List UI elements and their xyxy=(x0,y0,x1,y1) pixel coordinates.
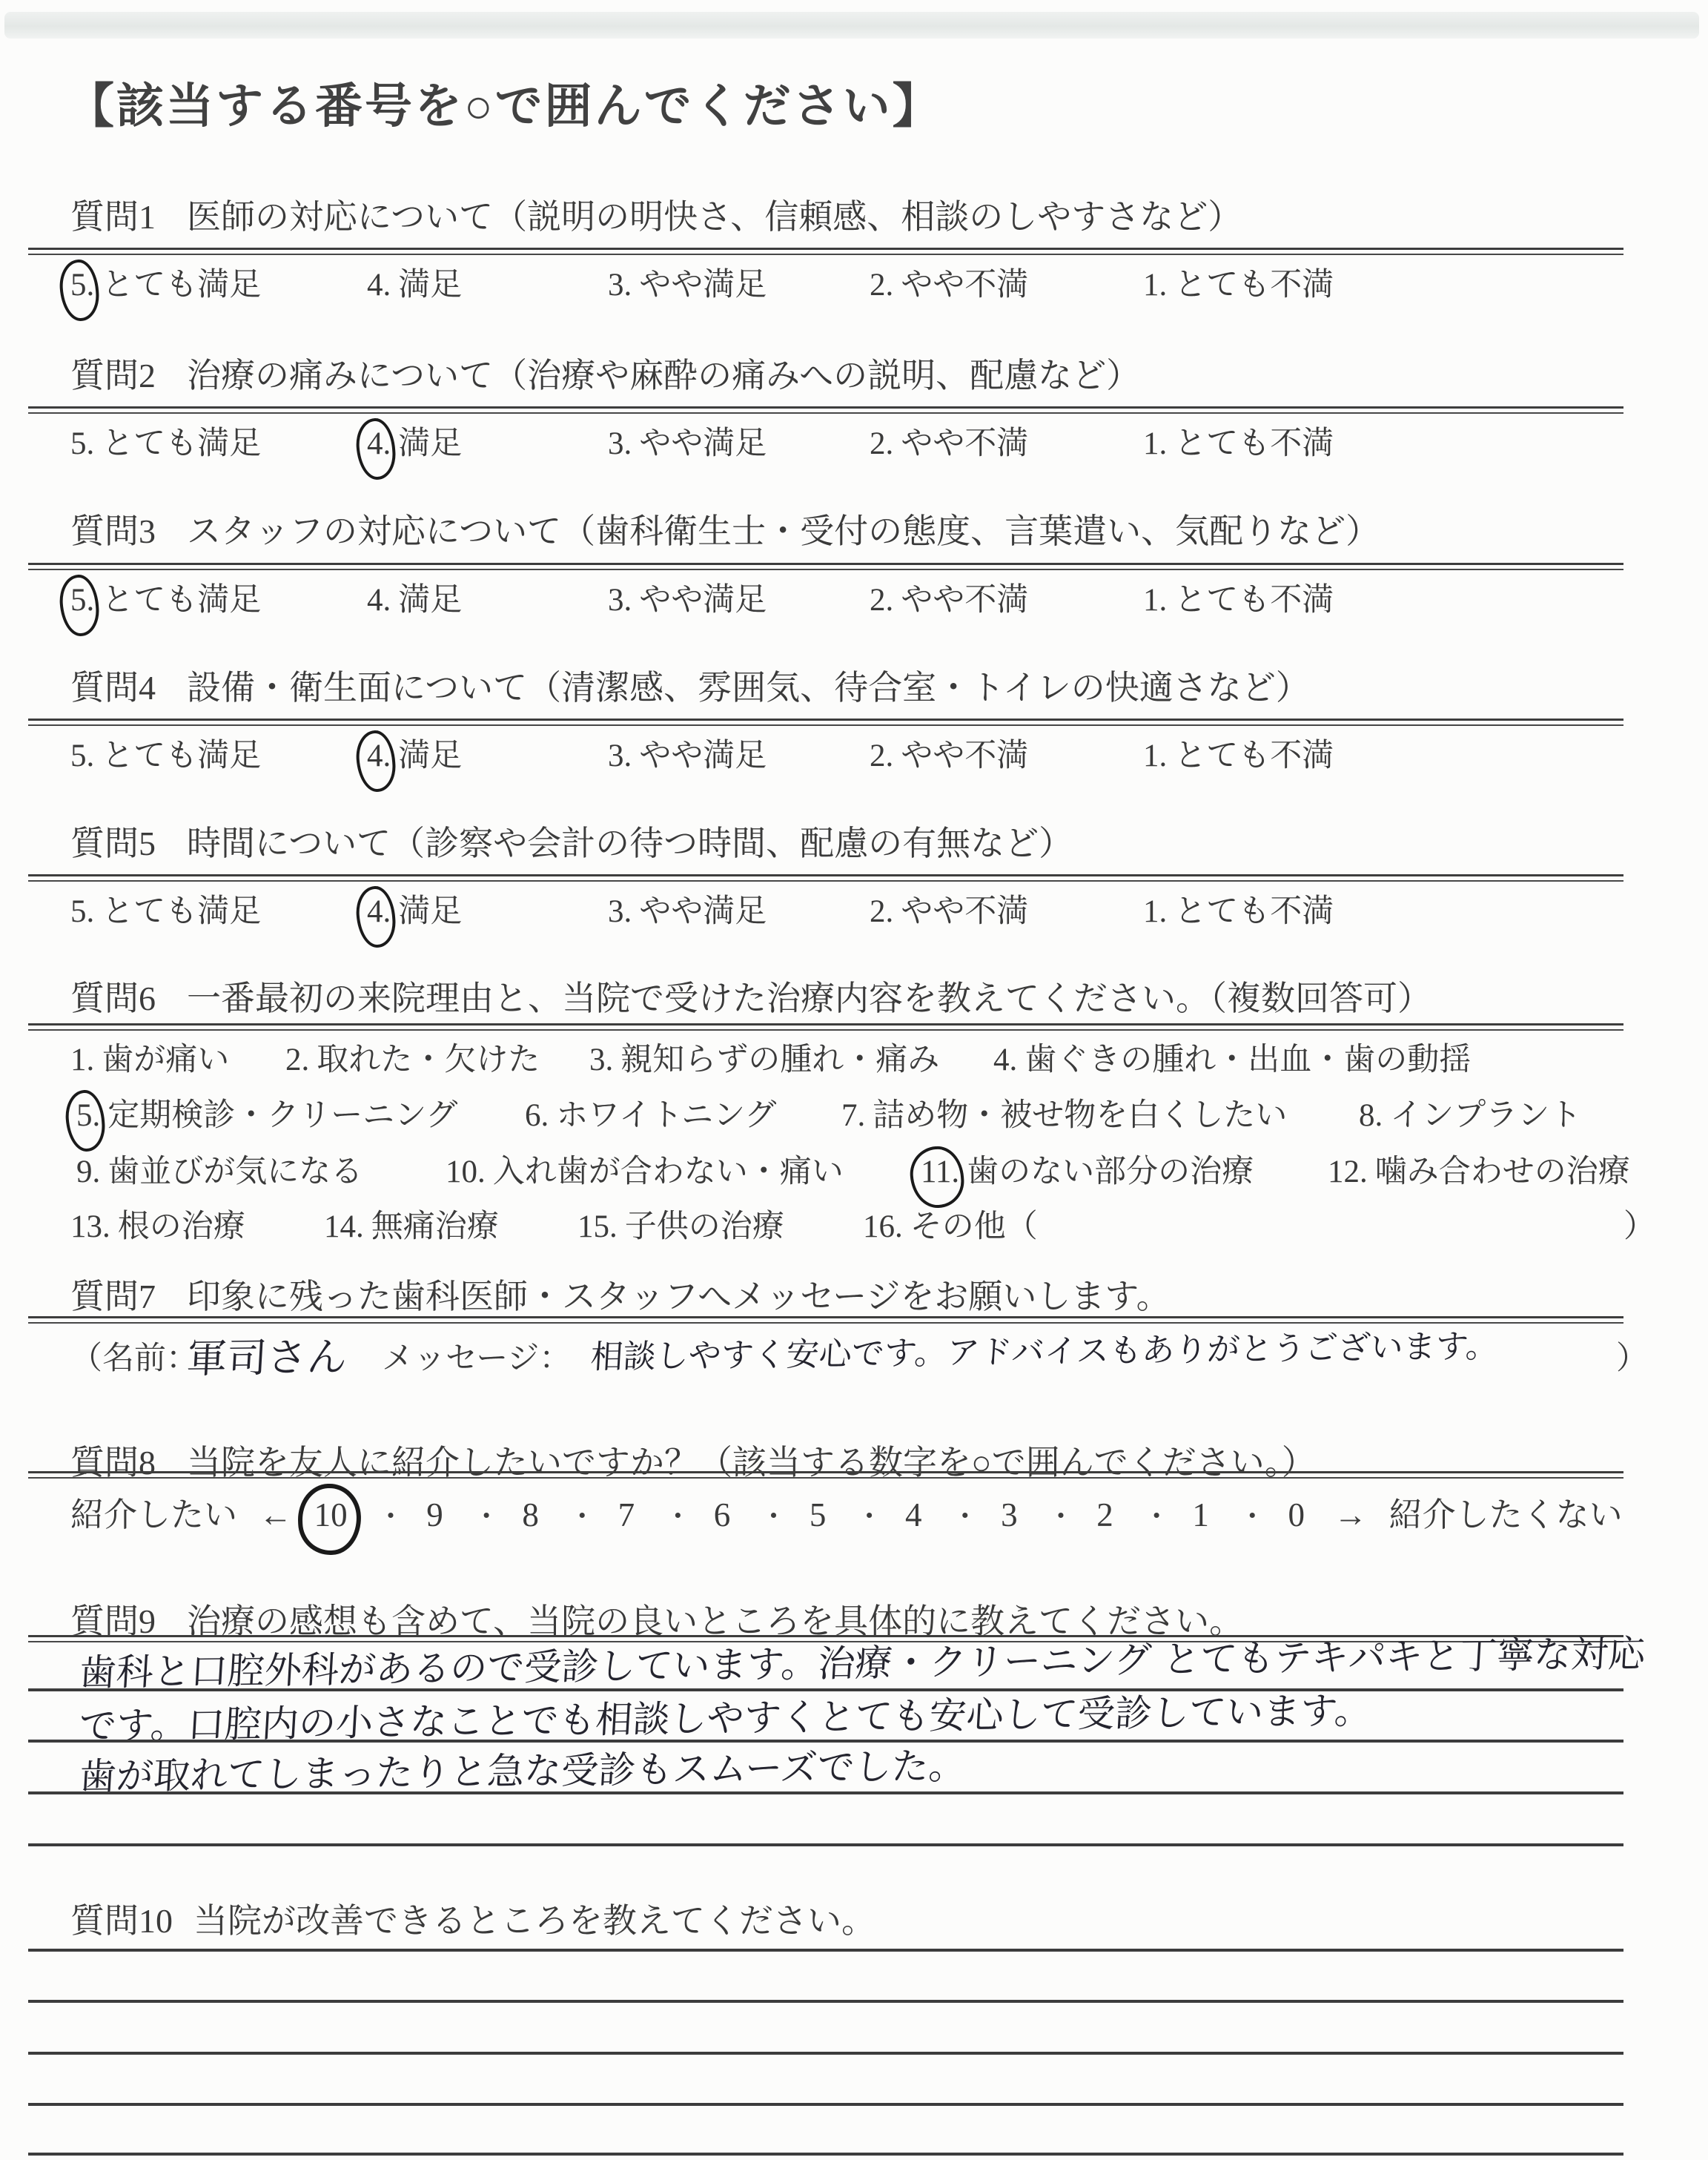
option-label: とても満足 xyxy=(102,894,262,929)
question-2-label: 質問2 xyxy=(70,357,156,394)
question-10-title: 当院が改善できるところを教えてください。 xyxy=(193,1902,875,1940)
option-label: やや満足 xyxy=(639,268,767,303)
option-item xyxy=(608,260,767,305)
name-field-prefix: （名前： xyxy=(70,1341,198,1376)
option-label: とても不満 xyxy=(1174,894,1334,929)
scale-number-6: 6 xyxy=(713,1496,731,1533)
option-number: 2. xyxy=(870,739,894,773)
scale-dot: ・ xyxy=(950,1502,979,1533)
question-2-title: 治療の痛みについて（治療や麻酔の痛みへの説明、配慮など） xyxy=(187,357,1141,394)
question-5-heading xyxy=(70,816,1073,865)
option-item xyxy=(446,1146,844,1192)
option-label: やや不満 xyxy=(901,426,1029,461)
handwritten-feedback-line-2: です。口腔内の小さなことでも相談しやすくとても安心して受診しています。 xyxy=(78,1688,1373,1748)
option-label: とても満足 xyxy=(102,426,262,461)
separator-line xyxy=(28,719,1623,726)
scale-dot: ・ xyxy=(568,1502,597,1533)
option-label: やや不満 xyxy=(901,739,1029,773)
option-number: 2. xyxy=(870,426,894,461)
scale-dot: ・ xyxy=(1238,1502,1267,1533)
option-number: 5. xyxy=(70,739,95,773)
question-3-label: 質問3 xyxy=(70,512,156,550)
question-1-title: 医師の対応について（説明の明快さ、信頼感、相談のしやすさなど） xyxy=(187,198,1242,236)
option-item xyxy=(870,575,1028,620)
separator-line xyxy=(28,248,1623,255)
option-item xyxy=(1359,1090,1581,1135)
option-item xyxy=(525,1090,776,1135)
option-item xyxy=(367,575,462,620)
left-arrow: ← xyxy=(259,1496,293,1533)
option-label: 子供の治療 xyxy=(624,1209,784,1244)
question-1-heading xyxy=(70,190,1242,239)
scale-number-2: 2 xyxy=(1096,1496,1113,1533)
scale-dot: ・ xyxy=(663,1502,692,1533)
scale-dot: ・ xyxy=(1046,1502,1075,1533)
option-number: 1. xyxy=(1143,894,1168,929)
option-number: 4. xyxy=(367,426,391,461)
scale-number-9: 9 xyxy=(426,1496,443,1533)
option-item xyxy=(367,730,462,776)
scale-number-4: 4 xyxy=(904,1496,922,1533)
option-number: 9. xyxy=(76,1155,101,1189)
question-7-heading xyxy=(70,1269,1171,1318)
option-number: 3. xyxy=(608,739,632,773)
question-8-title: 当院を友人に紹介したいですか？（該当する数字を○で囲んでください。） xyxy=(187,1444,1316,1482)
option-label: その他（ xyxy=(910,1209,1038,1244)
option-number: 3. xyxy=(608,268,632,303)
scan-edge-artifact xyxy=(4,12,1699,39)
option-number: 2. xyxy=(870,583,894,618)
option-number: 12. xyxy=(1328,1155,1368,1189)
option-item xyxy=(70,575,261,620)
handwritten-message: 相談しやすく安心です。アドバイスもありがとうございます。 xyxy=(589,1327,1500,1377)
option-item xyxy=(841,1090,1287,1135)
ruled-line xyxy=(28,2103,1623,2106)
question-4-heading xyxy=(70,661,1310,710)
option-item xyxy=(863,1201,1038,1246)
option-number: 4. xyxy=(367,739,391,773)
option-number: 1. xyxy=(1143,583,1168,618)
option-label: とても満足 xyxy=(102,583,262,618)
ruled-line xyxy=(28,1791,1623,1794)
option-number: 14. xyxy=(324,1209,364,1244)
option-item xyxy=(608,418,767,463)
option-label: 入れ歯が合わない・痛い xyxy=(492,1155,844,1189)
option-item xyxy=(993,1034,1471,1080)
question-6-heading xyxy=(70,971,1431,1020)
question-7-label: 質問7 xyxy=(70,1278,156,1315)
option-label: とても不満 xyxy=(1174,426,1334,461)
option-number: 10. xyxy=(446,1155,486,1189)
option-item xyxy=(870,886,1028,931)
option-item xyxy=(76,1146,363,1192)
option-label: やや満足 xyxy=(639,894,767,929)
option-item xyxy=(1143,730,1334,776)
separator-line xyxy=(28,1023,1623,1031)
question-2-heading xyxy=(70,349,1140,397)
scale-left-label: 紹介したい xyxy=(70,1496,238,1533)
option-item xyxy=(285,1034,540,1080)
option-number: 16. xyxy=(863,1209,903,1244)
option-number: 5. xyxy=(76,1098,101,1133)
option-item xyxy=(608,886,767,931)
option-item xyxy=(870,260,1028,305)
scale-dot: ・ xyxy=(1142,1502,1171,1533)
option-number: 1. xyxy=(1143,426,1168,461)
option-item xyxy=(1143,418,1334,463)
separator-line xyxy=(28,874,1623,882)
option-label: とても不満 xyxy=(1174,583,1334,618)
right-arrow: → xyxy=(1334,1496,1368,1533)
option-label: 満足 xyxy=(398,268,463,303)
option-number: 4. xyxy=(993,1043,1018,1077)
scale-number-8: 8 xyxy=(522,1496,539,1533)
option-label: 満足 xyxy=(398,894,463,929)
question-6-label: 質問6 xyxy=(70,980,156,1017)
question-3-heading xyxy=(70,504,1380,553)
option-number: 15. xyxy=(577,1209,618,1244)
option-number: 13. xyxy=(70,1209,110,1244)
option-number: 5. xyxy=(70,268,95,303)
option-item xyxy=(870,730,1028,776)
question-10-label: 質問10 xyxy=(70,1902,173,1940)
question-7-title: 印象に残った歯科医師・スタッフへメッセージをお願いします。 xyxy=(187,1278,1171,1315)
option-item xyxy=(70,1201,245,1246)
option-label: 歯並びが気になる xyxy=(107,1155,363,1189)
option-label: 根の治療 xyxy=(117,1209,245,1244)
option-label: 親知らずの腫れ・痛み xyxy=(620,1043,940,1077)
option-label: 歯のない部分の治療 xyxy=(967,1155,1254,1189)
option-number: 2. xyxy=(285,1043,310,1077)
question-4-title: 設備・衛生面について（清潔感、雰囲気、待合室・トイレの快適さなど） xyxy=(187,669,1310,707)
separator-line xyxy=(28,563,1623,570)
option-label: 噛み合わせの治療 xyxy=(1374,1155,1630,1189)
scale-number-3: 3 xyxy=(1001,1496,1018,1533)
ruled-line xyxy=(28,2000,1623,2003)
option-item xyxy=(70,730,261,776)
scale-dot: ・ xyxy=(472,1502,501,1533)
option-item xyxy=(367,418,462,463)
option-number: 3. xyxy=(608,894,632,929)
option-item xyxy=(1143,575,1334,620)
scale-dot: ・ xyxy=(759,1502,788,1533)
question-3-title: スタッフの対応について（歯科衛生士・受付の態度、言葉遣い、気配りなど） xyxy=(187,512,1380,550)
option-label: とても不満 xyxy=(1174,268,1334,303)
ruled-line xyxy=(28,2052,1623,2055)
option-label: 無痛治療 xyxy=(371,1209,499,1244)
option-number: 4. xyxy=(367,583,391,618)
scale-right-label: 紹介したくない xyxy=(1388,1496,1623,1533)
option-number: 4. xyxy=(367,894,391,929)
option-number: 1. xyxy=(70,1043,95,1077)
handwritten-feedback-line-3: 歯が取れてしまったりと急な受診もスムーズでした。 xyxy=(78,1744,967,1799)
option-number: 1. xyxy=(1143,739,1168,773)
option-label: とても満足 xyxy=(102,739,262,773)
option-item xyxy=(76,1090,457,1135)
ruled-line xyxy=(28,1843,1623,1846)
question-4-label: 質問4 xyxy=(70,669,156,707)
scale-number-1: 1 xyxy=(1192,1496,1209,1533)
question-6-title: 一番最初の来院理由と、当院で受けた治療内容を教えてください。（複数回答可） xyxy=(187,980,1431,1017)
option-label: 満足 xyxy=(398,426,463,461)
option-label: とても満足 xyxy=(102,268,262,303)
option-number: 2. xyxy=(870,268,894,303)
option-label: 取れた・欠けた xyxy=(317,1043,540,1077)
option-label: やや満足 xyxy=(639,583,767,618)
question-9-title: 治療の感想も含めて、当院の良いところを具体的に教えてください。 xyxy=(187,1602,1244,1640)
option-item xyxy=(608,575,767,620)
option-number: 5. xyxy=(70,894,95,929)
handwritten-name: 軍司さん xyxy=(185,1333,348,1383)
option-label: とても不満 xyxy=(1174,739,1334,773)
scale-number-5: 5 xyxy=(809,1496,827,1533)
question-10-heading xyxy=(70,1894,875,1943)
scale-number-10: 10 xyxy=(314,1496,348,1533)
question-8-label: 質問8 xyxy=(70,1444,156,1482)
question-1-label: 質問1 xyxy=(70,198,156,236)
option-item xyxy=(921,1146,1254,1192)
option-item xyxy=(1143,260,1334,305)
close-paren: ） xyxy=(1616,1341,1648,1376)
option-label: やや不満 xyxy=(901,583,1029,618)
option-number: 8. xyxy=(1359,1098,1383,1133)
option-item xyxy=(1143,886,1334,931)
option-number: 3. xyxy=(608,426,632,461)
option-label: 満足 xyxy=(398,739,463,773)
scale-dot: ・ xyxy=(855,1502,884,1533)
option-label: 歯が痛い xyxy=(102,1043,230,1077)
option-item xyxy=(70,260,261,305)
option-label: 詰め物・被せ物を白くしたい xyxy=(873,1098,1288,1133)
option-item xyxy=(367,260,462,305)
option-item xyxy=(324,1201,499,1246)
option-label: インプラント xyxy=(1390,1098,1582,1133)
option-number: 2. xyxy=(870,894,894,929)
option-number: 1. xyxy=(1143,268,1168,303)
option-label: 満足 xyxy=(398,583,463,618)
option-label: 歯ぐきの腫れ・出血・歯の動揺 xyxy=(1025,1043,1472,1077)
option-number: 11. xyxy=(921,1155,960,1189)
option-item xyxy=(70,418,261,463)
option-item xyxy=(1328,1146,1630,1192)
option-number: 5. xyxy=(70,583,95,618)
recommend-scale-row xyxy=(70,1487,1623,1536)
separator-line xyxy=(28,406,1623,414)
option-label: 定期検診・クリーニング xyxy=(107,1098,458,1133)
option-label: やや満足 xyxy=(639,739,767,773)
page-title: 【該当する番号を○で囲んでください】 xyxy=(67,80,942,133)
option-item xyxy=(70,1034,229,1080)
option-item xyxy=(589,1034,939,1080)
option-number: 7. xyxy=(841,1098,866,1133)
ruled-line xyxy=(28,1949,1623,1952)
scale-number-0: 0 xyxy=(1288,1496,1305,1533)
question-9-label: 質問9 xyxy=(70,1602,156,1640)
option-number: 3. xyxy=(589,1043,614,1077)
option-item xyxy=(367,886,462,931)
option-item xyxy=(70,886,261,931)
option-number: 3. xyxy=(608,583,632,618)
scale-number-7: 7 xyxy=(618,1496,635,1533)
separator-line xyxy=(28,1471,1623,1479)
message-field-prefix: メッセージ： xyxy=(382,1341,572,1376)
question-5-title: 時間について（診察や会計の待つ時間、配慮の有無など） xyxy=(187,825,1073,862)
option-item xyxy=(870,418,1028,463)
other-close-paren: ） xyxy=(1623,1209,1655,1244)
question-5-label: 質問5 xyxy=(70,825,156,862)
option-number: 4. xyxy=(367,268,391,303)
option-number: 6. xyxy=(525,1098,549,1133)
option-label: やや満足 xyxy=(639,426,767,461)
ruled-line xyxy=(28,2153,1623,2156)
option-number: 5. xyxy=(70,426,95,461)
scale-dot: ・ xyxy=(376,1502,405,1533)
handwritten-feedback-line-1: 歯科と口腔外科があるので受診しています。治療・クリーニング とてもテキパキと丁寧な対応 xyxy=(78,1632,1647,1695)
option-label: やや不満 xyxy=(901,894,1029,929)
option-item xyxy=(608,730,767,776)
option-label: やや不満 xyxy=(901,268,1029,303)
option-label: ホワイトニング xyxy=(556,1098,777,1133)
option-item xyxy=(577,1201,784,1246)
